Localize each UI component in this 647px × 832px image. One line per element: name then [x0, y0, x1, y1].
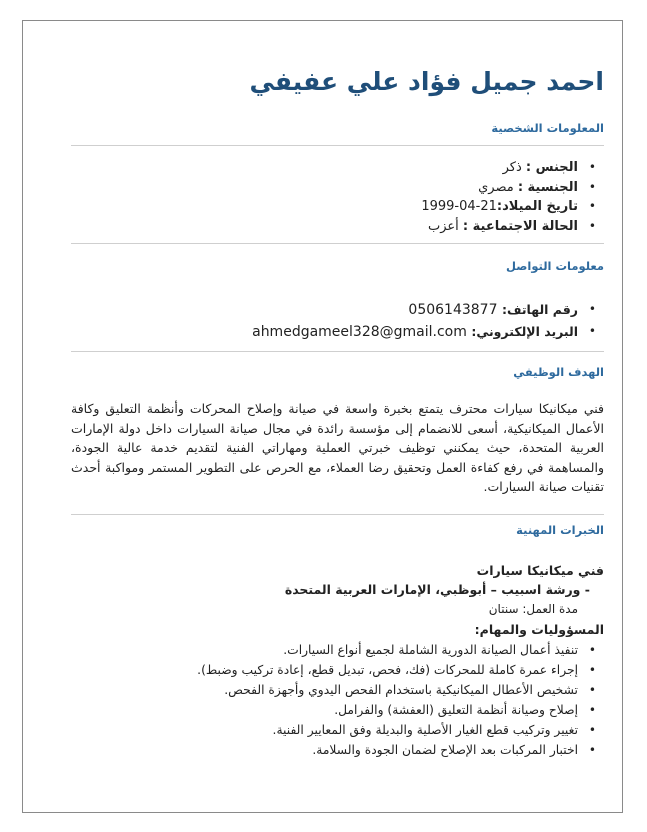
marital-status-item: • الحالة الاجتماعية : أعزب [417, 217, 604, 237]
responsibility-item: • اختبار المركبات بعد الإصلاح لضمان الجودة والسلامة. [197, 740, 604, 760]
birthdate-item: • تاريخ الميلاد: 1999-04-21 [417, 197, 604, 217]
divider [71, 145, 604, 146]
email-item: • البريد الإلكتروني: ahmedgameel328@gmail.com [252, 321, 604, 343]
work-duration: مدة العمل: سنتان [488, 602, 578, 616]
personal-section-title: المعلومات الشخصية [491, 121, 604, 135]
responsibilities-title: المسؤوليات والمهام: [474, 622, 604, 637]
contact-list [252, 299, 604, 343]
responsibility-item: • إصلاح وصيانة أنظمة التعليق (العفشة) والفرامل. [197, 700, 604, 720]
email-link[interactable]: ahmedgameel328@gmail.com [252, 324, 472, 340]
resume-page [22, 20, 623, 813]
responsibility-item: • تشخيص الأعطال الميكانيكية باستخدام الفحص اليدوي وأجهزة الفحص. [197, 680, 604, 700]
divider [71, 351, 604, 352]
objective-section-title: الهدف الوظيفي [513, 365, 604, 379]
contact-section-title: معلومات التواصل [506, 259, 604, 273]
job-title: فني ميكانيكا سيارات [476, 563, 604, 578]
responsibilities-list [197, 640, 604, 760]
candidate-name: احمد جميل فؤاد علي عفيفي [249, 67, 604, 96]
objective-text: فني ميكانيكا سيارات محترف يتمتع بخبرة واسعة في صيانة وإصلاح المحركات وأنظمة التعليق وكافة الأعمال الميكانيكية، أسعى للانضمام إلى مؤسسة رائدة في مجال صيانة السيارات داخل دولة الإمارات العربية المتحدة، حيث يمكنني توظيف خبرتي العملية ومهاراتي الفنية لتقديم خدمة عالية الجودة، والمساهمة في رفع كفاءة العمل وتحقيق رضا العملاء، مع الحرص على التطوير المستمر ومواكبة أحدث تقنيات صيانة السيارات. [71, 401, 604, 495]
workplace: - ورشة اسبيب – أبوظبي، الإمارات العربية المتحدة [284, 582, 590, 597]
experience-section-title: الخبرات المهنية [516, 523, 604, 537]
responsibility-item: • إجراء عمرة كاملة للمحركات (فك، فحص، تبديل قطع، إعادة تركيب وضبط). [197, 660, 604, 680]
phone-item: • رقم الهاتف: 0506143877 [252, 299, 604, 321]
nationality-item: • الجنسية : مصري [417, 178, 604, 198]
responsibility-item: • تنفيذ أعمال الصيانة الدورية الشاملة لجميع أنواع السيارات. [197, 640, 604, 660]
divider [71, 243, 604, 244]
divider [71, 514, 604, 515]
responsibility-item: • تغيير وتركيب قطع الغيار الأصلية والبديلة وفق المعايير الفنية. [197, 720, 604, 740]
gender-item: • الجنس : ذكر [417, 158, 604, 178]
personal-list [417, 158, 604, 236]
